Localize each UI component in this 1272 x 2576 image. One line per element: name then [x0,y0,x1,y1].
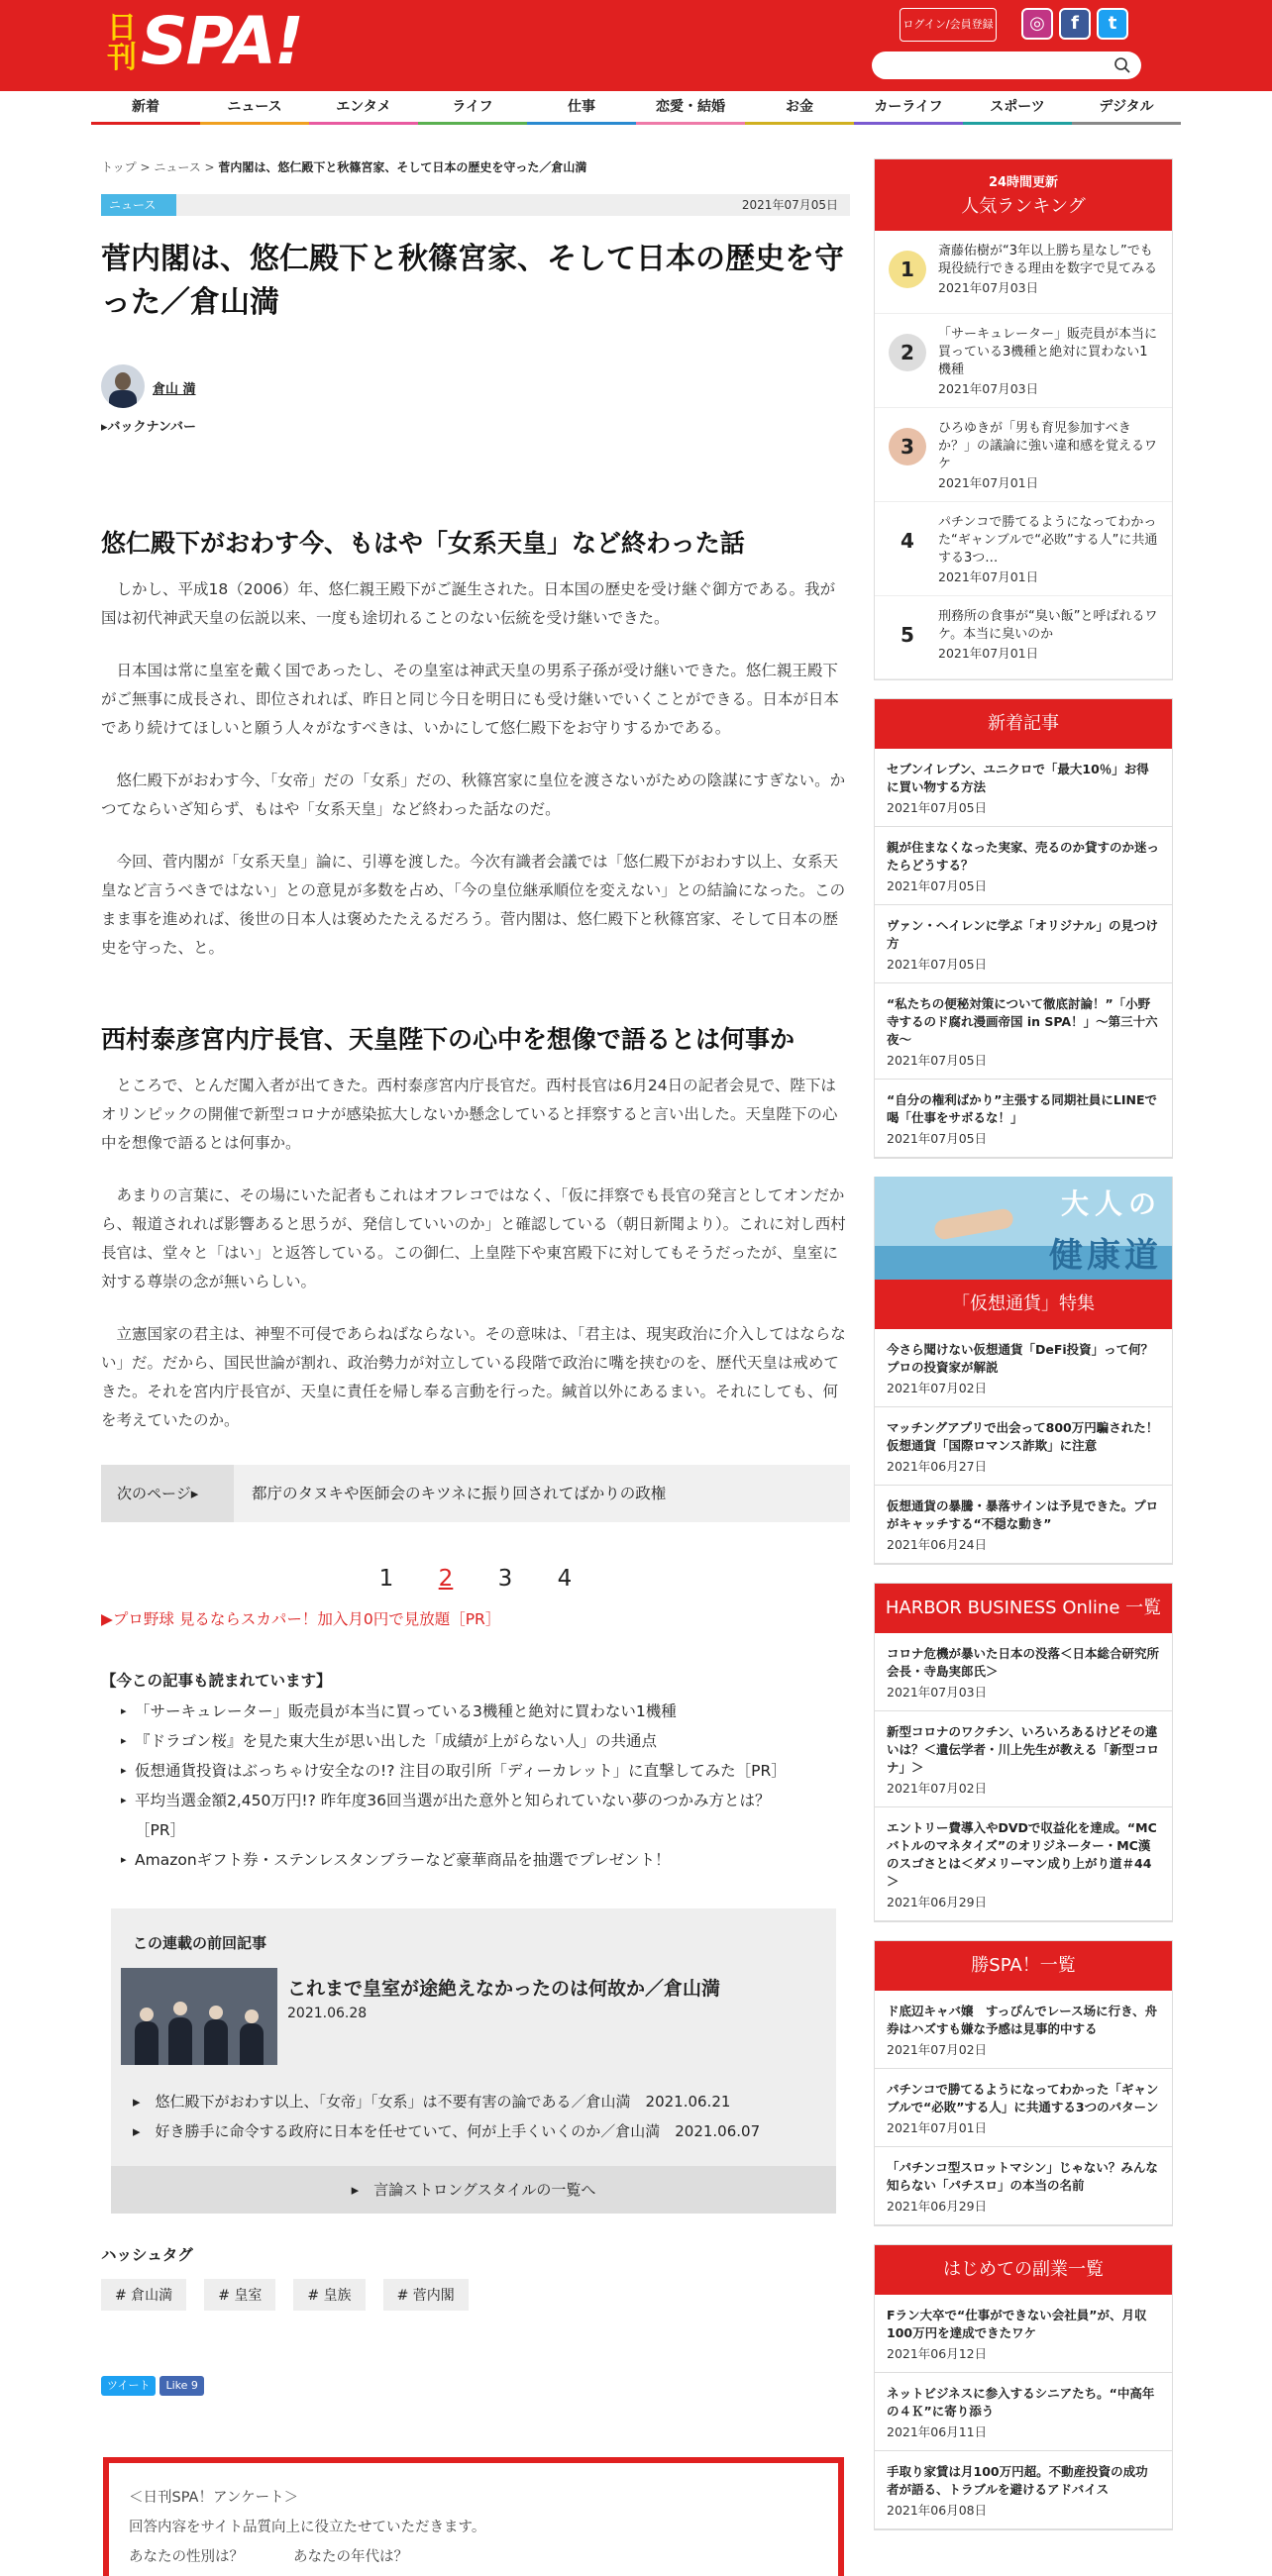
ranking-item[interactable] [875,596,1172,679]
nav-item[interactable]: スポーツ [963,91,1072,124]
paragraph: 立憲国家の君主は、神聖不可侵であらねばならない。その意味は、「君主は、現実政治に介入してはならない」だ。だから、国民世論が割れ、政治勢力が対立している段階で政治に嘴を挟むのを、歴代天皇は戒めてきた。それを宮内庁長官が、天皇に責任を帰し奉る言動を行った。緘首以外にあるまい。それにしても、何を考えていたのか。 [101,1325,846,1429]
list-item-title: ネットビジネスに参入するシニアたち。“中高年の４Ｋ”に寄り添う [887,2386,1155,2419]
list-item[interactable] [875,2295,1172,2373]
article-main [101,158,850,2576]
list-item-title: 新型コロナのワクチン、いろいろあるけどその違いは？＜遺伝学者・川上先生が教える「新型コロナ」＞ [887,1724,1160,1775]
ranking-header [875,159,1172,231]
nav-item[interactable]: カーライフ [854,91,963,124]
instagram-icon[interactable]: ◎ [1021,8,1053,40]
paragraph: あまりの言葉に、その場にいた記者もこれはオフレコではなく、「仮に拝察でも長官の発言としてオンだから、報道されれば影響あると思うが、発信していいのか」と確認している（朝日新聞より）。これに対し西村長官は、堂々と「はい」と返答している。この御仁、上皇陛下や東宮殿下に対してもそうだったが、皇室に対する尊崇の念が無いらしい。 [101,1186,846,1290]
ranking-item[interactable] [875,314,1172,408]
rank-title: ひろゆきが「男も育児参加すべきか？」の議論に強い違和感を覚えるワケ [938,421,1158,471]
paragraph: 悠仁殿下がおわす今、「女帝」だの「女系」だの、秋篠宮家に皇位を渡さないがための陰謀にすぎない。かつてならいざ知らず、もはや「女系天皇」など終わった話なのだ。 [101,772,846,818]
list-item-title: ヴァン・ヘイレンに学ぶ「オリジナル」の見つけ方 [887,918,1158,951]
rank-title: 「サーキュレーター」販売員が本当に買っている3機種と絶対に買わない1機種 [938,327,1158,377]
list-item[interactable] [875,1807,1172,1921]
list-item-title: マッチングアプリで出会って800万円騙された！ 仮想通貨「国際ロマンス詐欺」に注意 [887,1420,1159,1453]
social-buttons [101,2376,850,2396]
banner-text-1: 大人の [1060,1187,1162,1220]
nav-item[interactable]: 恋愛・結婚 [636,91,745,124]
sidebar [874,158,1173,2548]
list-item[interactable] [875,1991,1172,2069]
hashtag[interactable]: # 皇室 [204,2279,275,2311]
series-row[interactable]: ▸ 好き勝手に命令する政府に日本を任せていて、何が上手くいくのか／倉山満 2021.06.07 [133,2122,761,2140]
list-item-title: 手取り家賃は月100万円超。不動産投資の成功者が語る、トラブルを避けるアドバイス [887,2464,1148,2497]
related-item[interactable] [101,1786,850,1815]
list-item[interactable] [875,2373,1172,2451]
list-item-title: コロナ危機が暴いた日本の没落＜日本総合研究所会長・寺島実郎氏＞ [887,1646,1160,1679]
twitter-icon[interactable]: t [1097,8,1128,40]
list-item-title: 今さら聞けない仮想通貨「DeFi投資」って何？プロの投資家が解説 [887,1342,1154,1375]
related-item-text: 「サーキュレーター」販売員が本当に買っている3機種と絶対に買わない1機種 [135,1702,677,1720]
kachi-box [874,1940,1173,2226]
rank-date: 2021年07月01日 [938,646,1039,661]
health-banner[interactable] [875,1177,1172,1280]
series-title: この連載の前回記事 [133,1934,267,1952]
list-item-date: 2021年07月05日 [887,878,988,893]
nav-item[interactable]: 新着 [91,91,200,124]
ranking-item[interactable] [875,502,1172,596]
list-item[interactable] [875,1080,1172,1158]
harbor-box [874,1583,1173,1922]
list-item-date: 2021年06月27日 [887,1459,988,1474]
series-row[interactable]: ▸ 悠仁殿下がおわす以上、「女帝」「女系」は不要有害の論である／倉山満 2021.06.21 [133,2093,731,2111]
section-heading-2: 西村泰彦宮内庁長官、天皇陛下の心中を想像で語るとは何事か [101,1025,795,1054]
ranking-item[interactable] [875,231,1172,314]
list-item[interactable] [875,1711,1172,1807]
breadcrumb-top[interactable]: トップ [101,160,137,174]
related-item[interactable] [101,1697,850,1726]
list-item[interactable] [875,2147,1172,2225]
nav-item[interactable]: お金 [745,91,854,124]
hashtags [101,2243,850,2311]
list-item[interactable] [875,1486,1172,1564]
page-2-current[interactable]: 2 [438,1566,454,1592]
series-main-title[interactable]: これまで皇室が途絶えなかったのは何故か／倉山満 [287,1978,721,2000]
nav-item[interactable]: ニュース [200,91,309,124]
paragraph: 今回、菅内閣が「女系天皇」論に、引導を渡した。今次有識者会議では「悠仁殿下がおわす以上、女系天皇など言うべきではない」との意見が多数を占め、「今の皇位継承順位を変えない」との結論になった。このまま事を進めれば、後世の日本人は褒めたたえるだろう。菅内閣は、悠仁殿下と秋篠宮家、そして日本の歴史を守った、と。 [101,853,846,957]
rank-title: 斎藤佑樹が“3年以上勝ち星なし”でも現役続行できる理由を数字で見てみる [938,244,1158,276]
related-item-pr[interactable] [101,1815,850,1845]
category-badge[interactable]: ニュース [101,194,176,216]
login-button[interactable]: ログイン/会員登録 [900,8,997,42]
paragraph: ところで、とんだ闖入者が出てきた。西村泰彦宮内庁長官だ。西村長官は6月24日の記者会見で、陛下はオリンピックの開催で新型コロナが感染拡大しないか懸念していると拝察すると言い出した。天皇陛下の心中を想像で語るとは何事か。 [101,1077,838,1152]
related-title: 【今この記事も読まれています】 [101,1672,332,1690]
article-date: 2021年07月05日 [741,198,838,212]
next-page-label: 次のページ▸ [101,1465,234,1522]
hashtags-title: ハッシュタグ [101,2246,193,2264]
list-item[interactable] [875,905,1172,983]
list-item-date: 2021年07月01日 [887,2120,988,2135]
breadcrumb-sep: > [136,160,155,174]
series-main-date: 2021.06.28 [287,2006,368,2021]
list-item[interactable] [875,1329,1172,1407]
rank-number: 3 [889,428,926,465]
related-item[interactable] [101,1756,850,1786]
list-item-date: 2021年07月05日 [887,1053,988,1068]
ranking-sub: 24時間更新 [988,175,1059,190]
rank-number: 1 [889,251,926,288]
hashtag[interactable]: # 皇族 [293,2279,365,2311]
list-item-date: 2021年06月08日 [887,2503,988,2518]
survey-title: ＜日刊SPA！アンケート＞ [129,2490,299,2506]
rank-date: 2021年07月01日 [938,569,1039,584]
logo-nikkan: 日刊 [107,11,137,75]
list-item-date: 2021年06月12日 [887,2346,988,2361]
pr-link[interactable]: ▶プロ野球 見るならスカパー！加入月0円で見放題［PR］ [101,1610,501,1628]
crypto-header: 「仮想通貨」特集 [875,1280,1172,1329]
next-page-button[interactable] [101,1465,850,1522]
author-name[interactable]: 倉山 満 [153,382,196,397]
search-icon[interactable] [1113,56,1131,74]
nav-item[interactable]: ライフ [418,91,527,124]
avatar[interactable] [101,364,145,408]
author-block [101,364,850,408]
list-item-date: 2021年06月11日 [887,2424,988,2439]
paragraph: 日本国は常に皇室を戴く国であったし、その皇室は神武天皇の男系子孫が受け継いできた。悠仁親王殿下がご無事に成長され、即位されれば、昨日と同じ今日を明日にも受け継いでいくことができる。日本が日本であり続けてほしいと願う人々がなすべきは、いかにして悠仁殿下をお守りするかである。 [101,662,839,737]
crypto-box [874,1177,1173,1565]
fukugyo-header: はじめての副業一覧 [875,2245,1172,2295]
survey-q2: あなたの年代は？ [293,2549,408,2565]
search-input[interactable] [872,52,1141,79]
rank-title: 刑務所の食事が“臭い飯”と呼ばれるワケ。本当に臭いのか [938,609,1158,642]
list-item-title: 「パチンコ型スロットマシン」じゃない？みんな知らない「パチスロ」の本当の名前 [887,2160,1158,2193]
list-item-date: 2021年06月29日 [887,1895,988,1909]
list-item-title: Fラン大卒で“仕事ができない会社員”が、月収100万円を達成できたワケ [887,2308,1147,2340]
related-item[interactable] [101,1845,850,1875]
backnumber-link[interactable]: ▸バックナンバー [101,420,196,435]
rank-number: 5 [889,616,926,654]
list-item[interactable] [875,1633,1172,1711]
logo-spa: SPA! [141,3,303,79]
kachi-header: 勝SPA！一覧 [875,1941,1172,1991]
related-item-text: 仮想通貨投資はぶっちゃけ安全なの!? 注目の取引所「ディーカレット」に直撃してみた［PR］ [135,1762,787,1780]
list-item-title: エントリー費導入やDVDで収益化を達成。“MCバトルのマネタイズ”のオリジネーター・MC漢のスゴさとは＜ダメリーマン成り上がり道＃44＞ [887,1820,1157,1889]
list-item[interactable] [875,827,1172,905]
list-item-title: パチンコで勝てるようになってわかった「ギャンブルで“必敗”する人」に共通する3つのパターン [887,2082,1159,2114]
survey-q1: あなたの性別は？ [129,2549,244,2565]
ranking-item[interactable] [875,408,1172,502]
like-button[interactable]: Like 9 [159,2376,203,2396]
list-item-date: 2021年07月05日 [887,1131,988,1146]
list-item-date: 2021年06月24日 [887,1537,988,1552]
new-articles-header: 新着記事 [875,699,1172,749]
breadcrumb-current: 菅内閣は、悠仁殿下と秋篠宮家、そして日本の歴史を守った／倉山満 [218,160,587,174]
list-item-date: 2021年07月03日 [887,1685,988,1700]
site-header [0,0,1272,91]
series-more-button[interactable]: ▸ 言論ストロングスタイルの一覧へ [111,2166,836,2214]
list-item[interactable] [875,1407,1172,1486]
list-item-date: 2021年07月05日 [887,957,988,972]
nav-item[interactable]: デジタル [1072,91,1181,124]
global-nav [91,91,1181,125]
survey-questions [129,2542,818,2572]
harbor-header: HARBOR BUSINESS Online 一覧 [875,1584,1172,1633]
page-3[interactable]: 3 [497,1566,513,1592]
rank-date: 2021年07月03日 [938,280,1039,295]
survey-box [103,2457,844,2576]
related-articles [101,1669,850,1875]
new-articles-box [874,698,1173,1159]
breadcrumb-news[interactable]: ニュース [154,160,201,174]
paragraph: しかし、平成18（2006）年、悠仁親王殿下がご誕生された。日本国の歴史を受け継ぐ御方である。我が国は初代神武天皇の伝説以来、一度も途切れることのない伝統を受け継いできた。 [101,580,836,627]
related-item-text: Amazonギフト券・ステンレスタンブラーなど豪華商品を抽選でプレゼント！ [135,1851,671,1869]
rank-number: 4 [889,522,926,560]
list-item-date: 2021年07月02日 [887,1781,988,1796]
rank-number: 2 [889,334,926,371]
facebook-icon[interactable]: f [1059,8,1091,40]
list-item[interactable] [875,749,1172,827]
list-item-title: ド底辺キャバ嬢 すっぴんでレース场に行き、舟券はハズすも嫌な予感は見事的中する [887,2004,1158,2036]
list-item[interactable] [875,983,1172,1080]
list-item[interactable] [875,2069,1172,2147]
series-thumbnail[interactable] [121,1968,277,2065]
rank-date: 2021年07月01日 [938,475,1039,490]
breadcrumb [101,158,850,178]
page-1[interactable]: 1 [378,1566,394,1592]
fukugyo-box [874,2244,1173,2530]
ranking-title: 人気ランキング [961,196,1086,217]
rank-title: パチンコで勝てるようになってわかった“ギャンブルで“必敗”する人”に共通する3つ… [938,515,1158,566]
page-title: 菅内閣は、悠仁殿下と秋篠宮家、そして日本の歴史を守った／倉山満 [101,242,844,320]
series-box [111,1908,836,2214]
list-item-title: 仮想通貨の暴騰・暴落サインは予見できた。プロがキャッチする“不穏な動き” [887,1498,1159,1531]
related-item-text: 平均当選金額2,450万円!? 昨年度36回当選が出た意外と知られていない夢のつかみ方とは？ [135,1792,771,1809]
pagination [101,1566,850,1599]
ranking-box [874,158,1173,680]
tweet-button[interactable]: ツイート [101,2376,156,2396]
breadcrumb-sep: > [200,160,219,174]
page-4[interactable]: 4 [557,1566,573,1592]
banner-text-2: 健康道 [1049,1236,1162,1276]
list-item-date: 2021年06月29日 [887,2199,988,2214]
list-item-title: “自分の権利ばかり”主張する同期社員にLINEで喝「仕事をサボるな！」 [887,1092,1158,1125]
related-item[interactable] [101,1726,850,1756]
list-item-date: 2021年07月05日 [887,800,988,815]
list-item-title: 親が住まなくなった実家、売るのか貸すのか迷ったらどうする？ [887,840,1160,873]
list-item-title: セブンイレブン、ユニクロで「最大10％」お得に買い物する方法 [887,762,1149,794]
list-item[interactable] [875,2451,1172,2529]
related-item-text: 『ドラゴン桜』を見た東大生が思い出した「成績が上がらない人」の共通点 [135,1732,658,1750]
section-heading-1: 悠仁殿下がおわす今、もはや「女系天皇」など終わった話 [101,529,745,558]
article-meta [101,194,850,216]
nav-item[interactable]: 仕事 [527,91,636,124]
hashtag[interactable]: # 倉山満 [101,2279,186,2311]
site-logo[interactable] [107,3,303,81]
related-item-text: ［PR］ [135,1821,186,1839]
survey-desc: 回答内容をサイト品質向上に役立たせていただきます。 [129,2520,486,2535]
hashtag[interactable]: # 菅内閣 [383,2279,469,2311]
list-item-date: 2021年07月02日 [887,1381,988,1395]
list-item-date: 2021年07月02日 [887,2042,988,2057]
list-item-title: “私たちの便秘対策について徹底討論！”「小野寺するのド腐れ漫画帝国 in SPA！」～第三十六夜～ [887,996,1158,1047]
next-page-title: 都庁のタヌキや医師会のキツネに振り回されてばかりの政権 [252,1485,667,1502]
rank-date: 2021年07月03日 [938,381,1039,396]
nav-item[interactable]: エンタメ [309,91,418,124]
